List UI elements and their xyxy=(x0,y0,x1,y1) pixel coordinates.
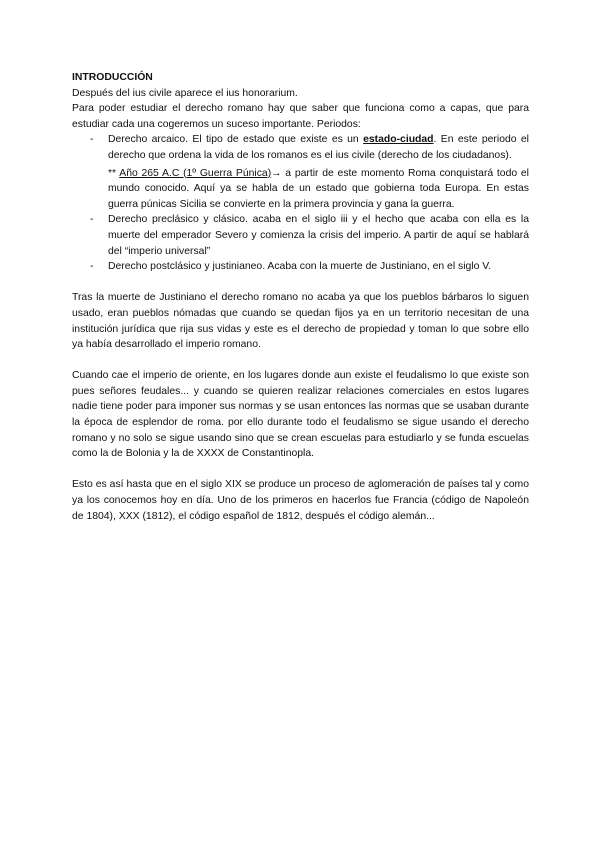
note-text: → a partir de este momento Roma conquistará todo el mundo conocido. Aquí ya se habla de un estado que gobierna toda Europa. En estas guerra púnicas Sicilia se convierte en la primera provincia y gana la guerra. xyxy=(108,167,529,210)
estado-ciudad-term: estado-ciudad xyxy=(363,134,434,146)
section-title: INTRODUCCIÓN xyxy=(72,72,153,83)
period-text: Derecho arcaico. El tipo de estado que existe es un xyxy=(108,134,364,146)
periods-list xyxy=(72,132,529,274)
period-item-arcaico xyxy=(72,132,529,212)
paragraph-feudalismo: Cuando cae el imperio de oriente, en los lugares donde aun existe el feudalismo lo que existe son pues señores feudales... y cuando se quieren realizar relaciones comerciales en estos lugares nadie tiene poder para imponer sus normas y se usan entonces las normas que se usaban durante la época de esplendor de roma. por ello durante todo el feudalismo se sigue usando el derecho romano y no solo se sigue usando sino que se crean escuelas para estudiarlo y se funda escuelas como la de Bolonia y la de XXXX de Constantinopla. xyxy=(72,370,529,460)
period-text-rest: . En este periodo el derecho que ordena la vida de los romanos es el ius civile (derecho de los ciudadanos). xyxy=(108,134,529,161)
paragraph-codigos: Esto es así hasta que en el siglo XIX se produce un proceso de aglomeración de países tal y como ya los conocemos hoy en día. Uno de los primeros en hacerlos fue Francia (código de Napoleón de 1804), XXX (1812), el código español de 1812, después el código alemán... xyxy=(72,479,529,522)
note-prefix: ** xyxy=(108,167,120,179)
period-text: Derecho preclásico y clásico. acaba en el siglo iii y el hecho que acaba con ella es la muerte del emperador Severo y comienza la crisis del imperio. A partir de aquí se hablará del “imperio universal” xyxy=(108,214,529,257)
list-dash: - xyxy=(90,261,94,273)
period-text: Derecho postclásico y justinianeo. Acaba con la muerte de Justiniano, en el siglo V. xyxy=(108,261,492,273)
period-note xyxy=(108,166,529,213)
intro-line-2: Para poder estudiar el derecho romano hay que saber que funciona como a capas, que para estudiar cada una cogeremos un suceso importante. Periodos: xyxy=(72,103,529,130)
note-date: Año 265 A.C (1º Guerra Púnica) xyxy=(119,167,272,179)
document-body xyxy=(72,70,529,524)
period-item-postclasico xyxy=(72,259,529,275)
list-dash: - xyxy=(90,214,94,226)
intro-line-1: Después del ius civile aparece el ius honorarium. xyxy=(72,87,298,99)
list-dash: - xyxy=(90,134,94,146)
paragraph-justiniano: Tras la muerte de Justiniano el derecho romano no acaba ya que los pueblos bárbaros lo siguen usado, eran pueblos nómadas que cuando se quedan fijos ya en un territorio necesitan de una institución jurídica que rija sus vidas y este es el derecho de propiedad y toman lo que sobre ello ya había desarrollado el imperio romano. xyxy=(72,292,529,351)
period-item-clasico xyxy=(72,212,529,259)
